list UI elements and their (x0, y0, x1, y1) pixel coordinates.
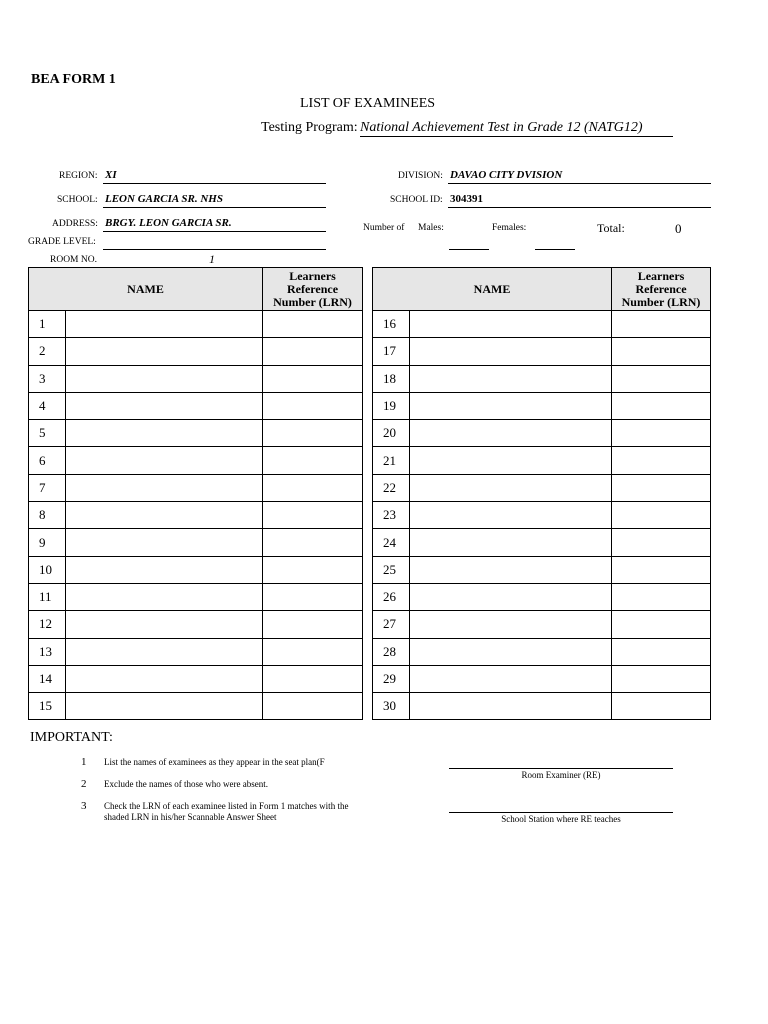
examinee-name-cell[interactable] (410, 447, 612, 474)
table-row (373, 529, 711, 556)
examinee-name-cell[interactable] (410, 474, 612, 501)
row-number: 23 (373, 502, 410, 529)
room-value: 1 (209, 252, 215, 266)
examinee-name-cell[interactable] (410, 420, 612, 447)
examinee-name-cell[interactable] (66, 420, 263, 447)
row-number: 30 (373, 693, 410, 720)
row-number: 10 (29, 556, 66, 583)
examinee-name-cell[interactable] (66, 556, 263, 583)
lrn-cell[interactable] (263, 611, 363, 638)
row-number: 6 (29, 447, 66, 474)
examinee-name-cell[interactable] (66, 338, 263, 365)
school-id-value: 304391 (448, 193, 711, 208)
males-value (449, 236, 489, 250)
lrn-cell[interactable] (263, 447, 363, 474)
room-label: ROOM NO. (50, 255, 97, 265)
lrn-header-line-1: Learners (637, 268, 685, 283)
examinee-name-cell[interactable] (66, 693, 263, 720)
row-number: 8 (29, 502, 66, 529)
table-row (373, 502, 711, 529)
important-heading: IMPORTANT: (30, 730, 113, 745)
table-row (29, 529, 363, 556)
grade-level-label: GRADE LEVEL: (28, 237, 96, 247)
row-number: 12 (29, 611, 66, 638)
lrn-header-line-2: Reference (635, 281, 687, 296)
row-number: 13 (29, 638, 66, 665)
examinee-name-cell[interactable] (410, 311, 612, 338)
row-number: 25 (373, 556, 410, 583)
total-value: 0 (675, 221, 682, 236)
lrn-cell[interactable] (263, 502, 363, 529)
table-row (373, 693, 711, 720)
table-row (29, 556, 363, 583)
examinee-name-cell[interactable] (66, 365, 263, 392)
row-number: 7 (29, 474, 66, 501)
table-row (373, 583, 711, 610)
school-id-label: SCHOOL ID: (390, 195, 443, 205)
lrn-cell[interactable] (612, 529, 711, 556)
lrn-header-line-1: Learners (289, 268, 336, 283)
form-id: BEA FORM 1 (31, 72, 116, 87)
examinee-name-cell[interactable] (66, 665, 263, 692)
examinee-name-cell[interactable] (410, 502, 612, 529)
table-row (373, 447, 711, 474)
examinee-name-cell[interactable] (410, 529, 612, 556)
lrn-cell[interactable] (612, 502, 711, 529)
note-number: 3 (81, 800, 87, 812)
examinee-name-cell[interactable] (66, 583, 263, 610)
lrn-cell[interactable] (612, 638, 711, 665)
division-value: DAVAO CITY DVISION (448, 169, 711, 184)
row-number: 21 (373, 447, 410, 474)
table-row (373, 365, 711, 392)
testing-program-value: National Achievement Test in Grade 12 (NATG12) (360, 120, 673, 137)
row-number: 24 (373, 529, 410, 556)
lrn-cell[interactable] (612, 447, 711, 474)
examinee-name-cell[interactable] (410, 338, 612, 365)
table-row (373, 665, 711, 692)
row-number: 16 (373, 311, 410, 338)
examinee-name-cell[interactable] (66, 611, 263, 638)
table-row (29, 365, 363, 392)
lrn-cell[interactable] (263, 583, 363, 610)
row-number: 19 (373, 392, 410, 419)
room-examiner-signature-line (449, 768, 673, 769)
row-number: 29 (373, 665, 410, 692)
lrn-cell[interactable] (612, 420, 711, 447)
table-row (29, 611, 363, 638)
table-row (373, 311, 711, 338)
note-text: Check the LRN of each examinee listed in Form 1 matches with the shaded LRN in his/her Scannable Answer Sheet (104, 801, 349, 822)
table-row (373, 556, 711, 583)
examinee-name-cell[interactable] (410, 638, 612, 665)
row-number: 26 (373, 583, 410, 610)
school-label: SCHOOL: (57, 195, 98, 205)
address-value: BRGY. LEON GARCIA SR. (103, 217, 326, 232)
table-row (29, 474, 363, 501)
table-row (373, 420, 711, 447)
table-row (373, 338, 711, 365)
examinee-name-cell[interactable] (410, 365, 612, 392)
note-number: 1 (81, 756, 87, 768)
table-row (373, 638, 711, 665)
table-row (29, 638, 363, 665)
lrn-cell[interactable] (612, 665, 711, 692)
row-number: 2 (29, 338, 66, 365)
row-number: 18 (373, 365, 410, 392)
address-label: ADDRESS: (52, 219, 98, 229)
lrn-header-line-2: Reference (286, 281, 339, 296)
examinee-name-cell[interactable] (410, 392, 612, 419)
examinee-table-right (372, 267, 711, 720)
school-station-label: School Station where RE teaches (501, 814, 621, 824)
row-number: 22 (373, 474, 410, 501)
examinee-name-cell[interactable] (66, 392, 263, 419)
table-row (29, 392, 363, 419)
row-number: 27 (373, 611, 410, 638)
table-row (29, 338, 363, 365)
lrn-cell[interactable] (612, 611, 711, 638)
row-number: 3 (29, 365, 66, 392)
examinee-name-cell[interactable] (66, 311, 263, 338)
lrn-cell[interactable] (612, 392, 711, 419)
lrn-cell[interactable] (612, 583, 711, 610)
lrn-cell[interactable] (612, 474, 711, 501)
table-row (373, 611, 711, 638)
row-number: 17 (373, 338, 410, 365)
table-row (373, 474, 711, 501)
examinee-name-cell[interactable] (410, 583, 612, 610)
row-number: 14 (29, 665, 66, 692)
examinee-name-cell[interactable] (66, 529, 263, 556)
females-value (535, 236, 575, 250)
number-of-label: Number of (363, 223, 405, 233)
school-station-signature-line (449, 812, 673, 813)
table-row (29, 583, 363, 610)
note-number: 2 (81, 778, 87, 790)
table-row (29, 693, 363, 720)
row-number: 9 (29, 529, 66, 556)
lrn-cell[interactable] (263, 365, 363, 392)
region-label: REGION: (59, 171, 98, 181)
table-row (29, 311, 363, 338)
table-row (29, 420, 363, 447)
lrn-cell[interactable] (263, 556, 363, 583)
examinee-name-cell[interactable] (410, 611, 612, 638)
examinee-rows-right (373, 311, 711, 720)
examinee-name-cell[interactable] (66, 474, 263, 501)
row-number: 28 (373, 638, 410, 665)
examinee-rows-left (29, 311, 363, 720)
examinee-name-cell[interactable] (410, 693, 612, 720)
row-number: 5 (29, 420, 66, 447)
examinee-name-cell[interactable] (410, 665, 612, 692)
row-number: 20 (373, 420, 410, 447)
examinee-name-cell[interactable] (410, 556, 612, 583)
row-number: 11 (29, 583, 66, 610)
lrn-cell[interactable] (263, 420, 363, 447)
grade-level-value (103, 235, 326, 250)
lrn-header-line-3: Number (LRN) (273, 294, 352, 309)
lrn-cell[interactable] (263, 529, 363, 556)
females-label: Females: (492, 223, 527, 233)
table-row (29, 447, 363, 474)
page-title: LIST OF EXAMINEES (300, 96, 436, 111)
examinee-name-cell[interactable] (66, 502, 263, 529)
note-text: List the names of examinees as they appear in the seat plan(F (104, 757, 325, 767)
total-label: Total: (597, 221, 625, 235)
name-column-header: NAME (29, 268, 263, 311)
lrn-cell[interactable] (263, 311, 363, 338)
testing-program-label: Testing Program: (261, 120, 358, 135)
examinee-name-cell[interactable] (66, 447, 263, 474)
room-examiner-label: Room Examiner (RE) (521, 770, 601, 780)
row-number: 15 (29, 693, 66, 720)
lrn-column-header (612, 268, 711, 311)
lrn-cell[interactable] (263, 474, 363, 501)
lrn-cell[interactable] (612, 365, 711, 392)
name-column-header: NAME (373, 268, 612, 311)
lrn-header-line-3: Number (LRN) (621, 294, 701, 309)
lrn-cell[interactable] (263, 665, 363, 692)
table-row (29, 502, 363, 529)
lrn-cell[interactable] (612, 556, 711, 583)
examinee-name-cell[interactable] (66, 638, 263, 665)
school-value: LEON GARCIA SR. NHS (103, 193, 326, 208)
males-label: Males: (418, 223, 444, 233)
region-value: XI (103, 169, 326, 184)
table-row (373, 392, 711, 419)
lrn-cell[interactable] (612, 693, 711, 720)
division-label: DIVISION: (398, 171, 443, 181)
lrn-cell[interactable] (263, 638, 363, 665)
table-row (29, 665, 363, 692)
row-number: 1 (29, 311, 66, 338)
examinee-table-left (28, 267, 363, 720)
lrn-cell[interactable] (263, 392, 363, 419)
lrn-cell[interactable] (612, 311, 711, 338)
row-number: 4 (29, 392, 66, 419)
lrn-cell[interactable] (612, 338, 711, 365)
note-text: Exclude the names of those who were absent. (104, 779, 268, 789)
lrn-cell[interactable] (263, 693, 363, 720)
lrn-cell[interactable] (263, 338, 363, 365)
lrn-column-header (263, 268, 363, 311)
